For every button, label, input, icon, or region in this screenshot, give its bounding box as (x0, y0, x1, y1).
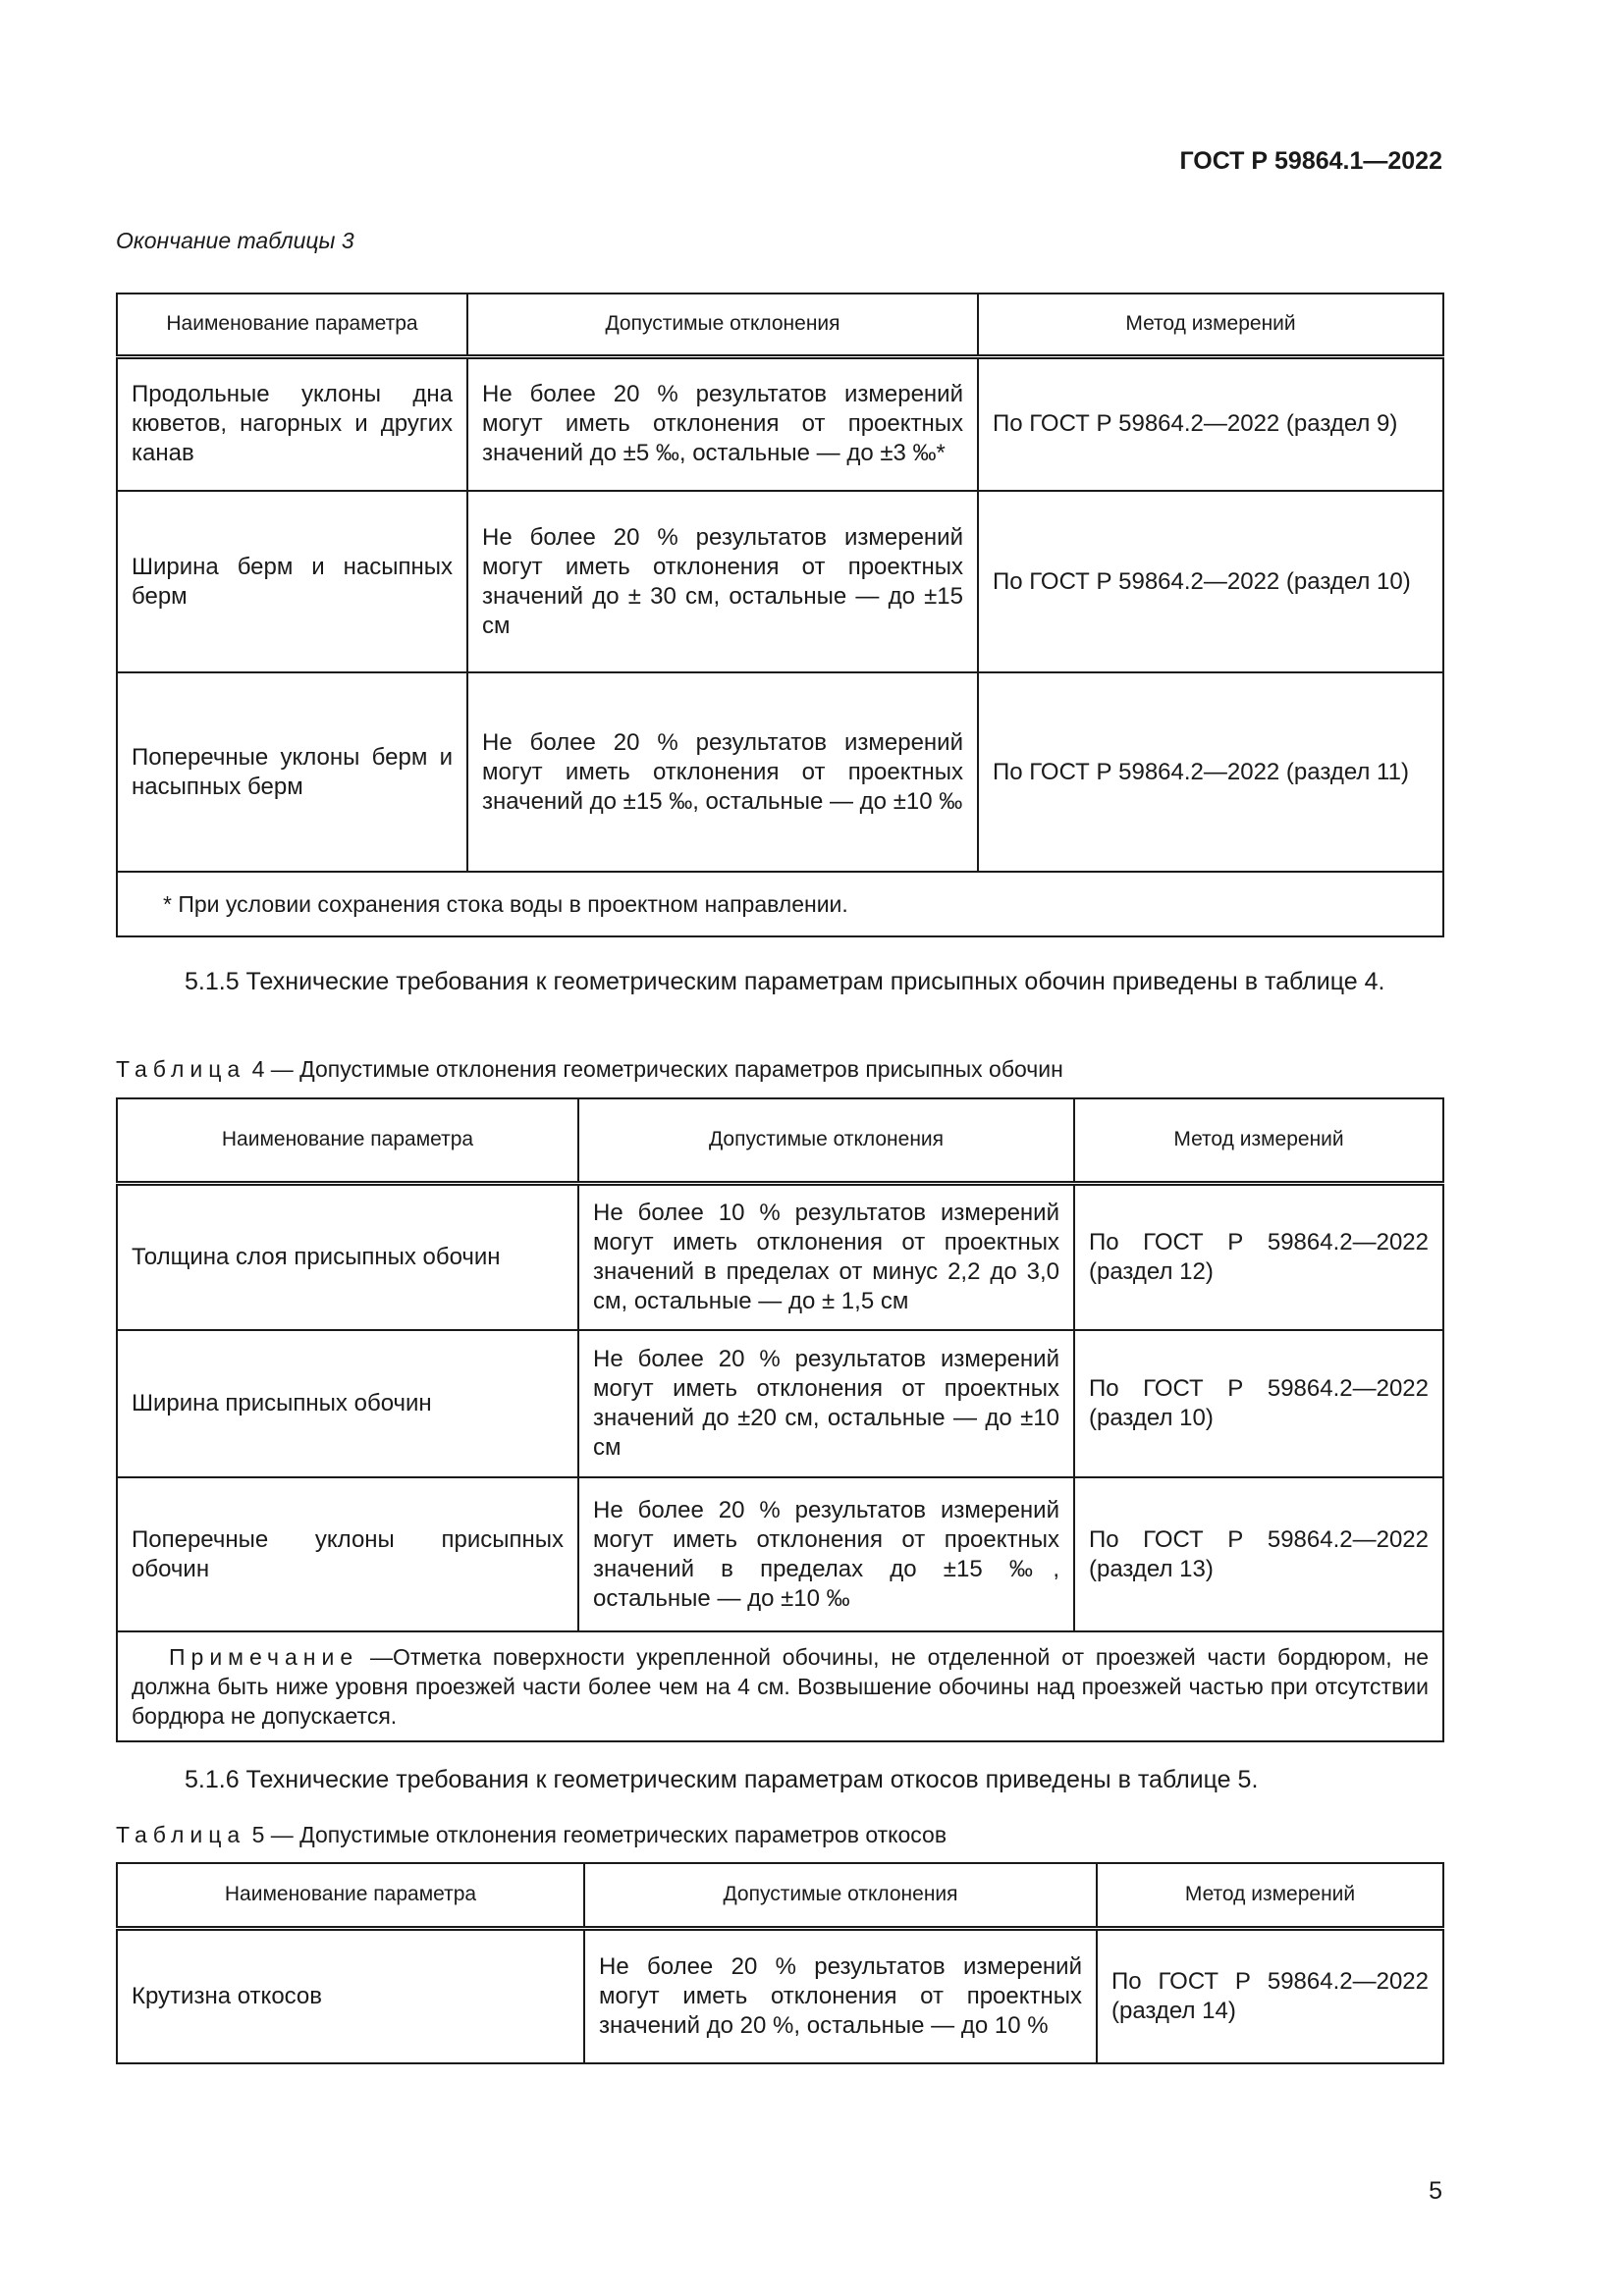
table-5 (116, 1862, 1444, 2064)
table-row (117, 672, 1443, 872)
table3-header-method: Метод измерений (978, 294, 1443, 356)
table5-header-parameter: Наименование параметра (117, 1863, 584, 1928)
table-row (117, 1477, 1443, 1631)
table-row (117, 1183, 1443, 1330)
table-cell: По ГОСТ Р 59864.2—2022 (раздел 14) (1097, 1928, 1443, 2063)
table-cell: Не более 20 % результатов измерений могут иметь отклонения от проектных значений в пределах до ±15 ‰, остальные — до ±10 ‰ (578, 1477, 1074, 1631)
table4-header-parameter: Наименование параметра (117, 1098, 578, 1183)
table-cell: Не более 20 % результатов измерений могут иметь отклонения от проектных значений до 20 %, остальные — до 10 % (584, 1928, 1097, 2063)
table-cell: Ширина присыпных обочин (117, 1330, 578, 1477)
table5-title: — Допустимые отклонения геометрических параметров откосов (270, 1822, 947, 1847)
document-code: ГОСТ Р 59864.1—2022 (1179, 147, 1442, 175)
table-cell: По ГОСТ Р 59864.2—2022 (раздел 10) (978, 491, 1443, 672)
table-3 (116, 293, 1444, 937)
table5-number: 5 (251, 1822, 265, 1847)
table-row (117, 1330, 1443, 1477)
table4-number: 4 (251, 1056, 265, 1082)
table3-caption: Окончание таблицы 3 (116, 228, 354, 253)
table-cell: Ширина берм и насыпных берм (117, 491, 467, 672)
table-cell: Не более 20 % результатов измерений могут иметь отклонения от проектных значений до ±15 ‰, остальные — до ±10 ‰ (467, 672, 978, 872)
table-cell: По ГОСТ Р 59864.2—2022 (раздел 10) (1074, 1330, 1443, 1477)
table-cell: Крутизна откосов (117, 1928, 584, 2063)
table5-caption (116, 1822, 947, 1848)
table-cell: Продольные уклоны дна кюветов, нагорных и других канав (117, 356, 467, 491)
table3-footnote: * При условии сохранения стока воды в проектном направлении. (117, 872, 1443, 936)
table4-label: Таблица (116, 1056, 246, 1082)
table5-header-method: Метод измерений (1097, 1863, 1443, 1928)
table-cell: Не более 20 % результатов измерений могут иметь отклонения от проектных значений до ±5 ‰, остальные — до ±3 ‰* (467, 356, 978, 491)
table5-label: Таблица (116, 1822, 246, 1847)
table4-caption (116, 1056, 1063, 1083)
table-row (117, 491, 1443, 672)
paragraph-5-1-5: 5.1.5 Технические требования к геометрическим параметрам присыпных обочин приведены в таблице 4. (185, 968, 1385, 995)
table4-note (117, 1631, 1443, 1741)
table4-note-label: Примечание (169, 1644, 359, 1670)
table4-note-text: —Отметка поверхности укрепленной обочины, не отделенной от проезжей части бордюром, не должна быть ниже уровня проезжей части более чем на 4 см. Возвышение обочины над проезжей частью при отсутствии бордюра не допускается. (132, 1644, 1429, 1729)
table5-header-deviation: Допустимые отклонения (584, 1863, 1097, 1928)
table-cell: По ГОСТ Р 59864.2—2022 (раздел 13) (1074, 1477, 1443, 1631)
table3-header-parameter: Наименование параметра (117, 294, 467, 356)
table3-header-deviation: Допустимые отклонения (467, 294, 978, 356)
table-cell: Толщина слоя присыпных обочин (117, 1183, 578, 1330)
page-number: 5 (1429, 2177, 1442, 2205)
paragraph-5-1-6: 5.1.6 Технические требования к геометрическим параметрам откосов приведены в таблице 5. (185, 1766, 1259, 1793)
table-4 (116, 1097, 1444, 1742)
table-cell: Не более 20 % результатов измерений могут иметь отклонения от проектных значений до ±20 см, остальные — до ±10 см (578, 1330, 1074, 1477)
table-row (117, 1928, 1443, 2063)
table-cell: По ГОСТ Р 59864.2—2022 (раздел 12) (1074, 1183, 1443, 1330)
table-cell: Поперечные уклоны берм и насыпных берм (117, 672, 467, 872)
table-row (117, 356, 1443, 491)
table-cell: Не более 10 % результатов измерений могут иметь отклонения от проектных значений в пределах от минус 2,2 до 3,0 см, остальные — до ± 1,5 см (578, 1183, 1074, 1330)
table-cell: По ГОСТ Р 59864.2—2022 (раздел 11) (978, 672, 1443, 872)
table-cell: По ГОСТ Р 59864.2—2022 (раздел 9) (978, 356, 1443, 491)
table4-header-method: Метод измерений (1074, 1098, 1443, 1183)
table4-header-deviation: Допустимые отклонения (578, 1098, 1074, 1183)
table4-title: — Допустимые отклонения геометрических параметров присыпных обочин (270, 1056, 1063, 1082)
table-cell: Не более 20 % результатов измерений могут иметь отклонения от проектных значений до ± 30 см, остальные — до ±15 см (467, 491, 978, 672)
table-cell: Поперечные уклоны присыпных обочин (117, 1477, 578, 1631)
